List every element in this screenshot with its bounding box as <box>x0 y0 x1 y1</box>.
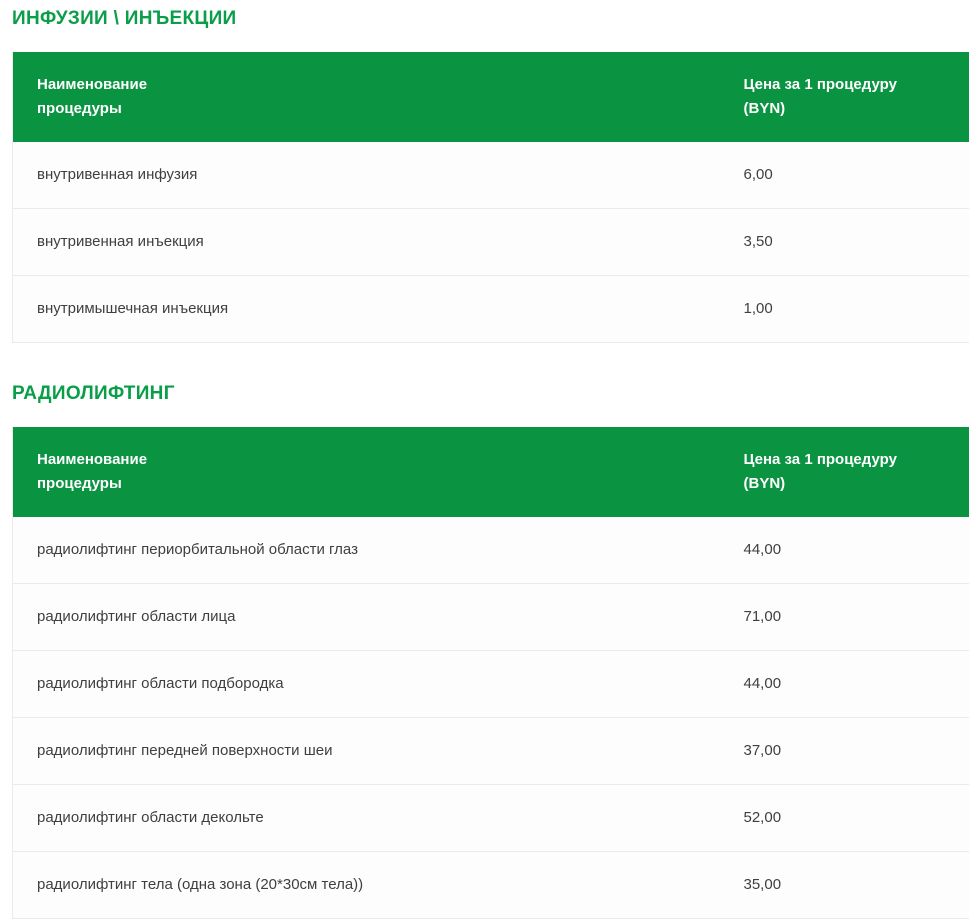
price-table <box>12 427 969 919</box>
procedure-name-cell: радиолифтинг тела (одна зона (20*30см тела)) <box>13 852 720 919</box>
table-row <box>13 276 969 343</box>
column-header-price <box>720 427 969 517</box>
price-cell: 3,50 <box>720 209 969 276</box>
section-radiolifting <box>12 383 969 919</box>
price-cell: 37,00 <box>720 718 969 785</box>
table-header-row <box>13 427 969 517</box>
section-title: РАДИОЛИФТИНГ <box>12 383 969 405</box>
price-cell: 35,00 <box>720 852 969 919</box>
column-header-name <box>13 52 720 142</box>
table-row <box>13 209 969 276</box>
column-header-price-label: Цена за 1 процедуру (BYN) <box>744 448 934 496</box>
price-cell: 6,00 <box>720 142 969 209</box>
price-cell: 52,00 <box>720 785 969 852</box>
procedure-name-cell: радиолифтинг области лица <box>13 584 720 651</box>
section-infusions-injections <box>12 8 969 343</box>
price-cell: 44,00 <box>720 651 969 718</box>
table-row <box>13 142 969 209</box>
column-header-name <box>13 427 720 517</box>
procedure-name-cell: внутривенная инъекция <box>13 209 720 276</box>
table-row <box>13 517 969 584</box>
procedure-name-cell: внутривенная инфузия <box>13 142 720 209</box>
procedure-name-cell: радиолифтинг передней поверхности шеи <box>13 718 720 785</box>
table-row <box>13 651 969 718</box>
section-title: ИНФУЗИИ \ ИНЪЕКЦИИ <box>12 8 969 30</box>
table-row <box>13 584 969 651</box>
table-header-row <box>13 52 969 142</box>
price-table <box>12 52 969 343</box>
table-row <box>13 718 969 785</box>
column-header-name-label: Наименование процедуры <box>37 448 227 496</box>
column-header-price <box>720 52 969 142</box>
price-cell: 71,00 <box>720 584 969 651</box>
table-row <box>13 785 969 852</box>
procedure-name-cell: радиолифтинг периорбитальной области глаз <box>13 517 720 584</box>
price-cell: 1,00 <box>720 276 969 343</box>
procedure-name-cell: внутримышечная инъекция <box>13 276 720 343</box>
procedure-name-cell: радиолифтинг области подбородка <box>13 651 720 718</box>
column-header-name-label: Наименование процедуры <box>37 73 227 121</box>
price-cell: 44,00 <box>720 517 969 584</box>
column-header-price-label: Цена за 1 процедуру (BYN) <box>744 73 934 121</box>
table-row <box>13 852 969 919</box>
procedure-name-cell: радиолифтинг области декольте <box>13 785 720 852</box>
